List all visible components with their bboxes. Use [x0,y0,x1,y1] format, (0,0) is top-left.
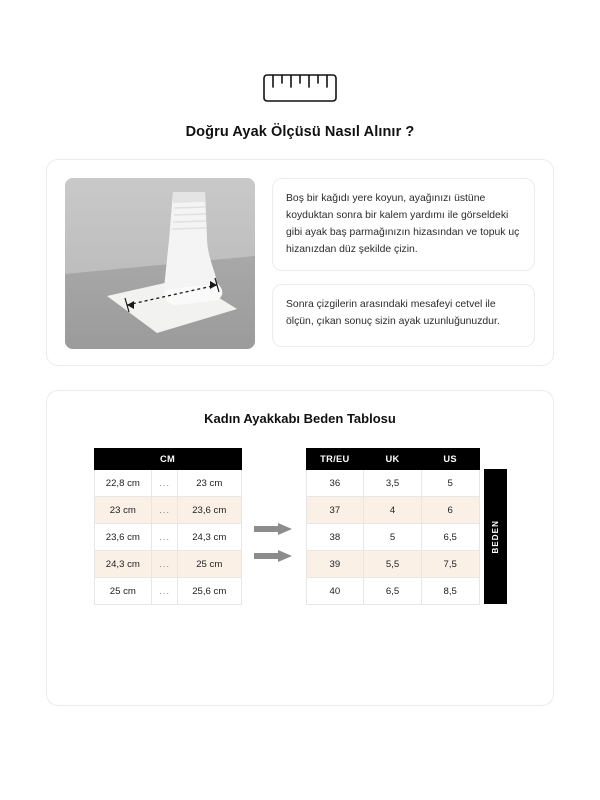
size-cell: 6,5 [364,578,422,605]
cm-from: 23,6 cm [94,524,152,551]
table-row [94,578,241,605]
cm-from: 23 cm [94,497,152,524]
instruction-text-column [272,178,535,347]
table-row [306,524,479,551]
size-cell: 5 [421,470,479,497]
cm-from: 22,8 cm [94,470,152,497]
size-tables [47,448,553,605]
size-cell: 4 [364,497,422,524]
size-cell: 6 [421,497,479,524]
cm-to: 25 cm [178,551,241,578]
cm-sep: ... [152,524,178,551]
size-cell: 5 [364,524,422,551]
size-cell: 40 [306,578,364,605]
cm-from: 25 cm [94,578,152,605]
instruction-note-1: Boş bir kağıdı yere koyun, ayağınızı üstüne koyduktan sonra bir kalem yardımı ile görseldeki gibi ayak baş parmağınızın hizasından ve topuk uç hizanızdan düz şekilde çizin. [272,178,535,271]
conversion-arrows [242,448,306,605]
table-row [94,524,241,551]
size-cell: 3,5 [364,470,422,497]
cm-to: 24,3 cm [178,524,241,551]
ruler-icon-container [0,0,600,102]
beden-label-text: BEDEN [490,519,500,554]
size-cell: 38 [306,524,364,551]
table-row [306,497,479,524]
arrow-right-icon [254,522,292,534]
table-row [94,551,241,578]
foot-measurement-photo [65,178,255,349]
cm-table [94,448,242,605]
arrow-right-icon [254,549,292,561]
table-row [306,470,479,497]
instruction-card [46,159,554,366]
size-header-us: US [421,449,479,470]
ruler-icon [263,74,337,102]
cm-sep: ... [152,551,178,578]
size-header-uk: UK [364,449,422,470]
size-cell: 6,5 [421,524,479,551]
cm-to: 25,6 cm [178,578,241,605]
page-title: Doğru Ayak Ölçüsü Nasıl Alınır ? [185,124,415,140]
cm-sep: ... [152,470,178,497]
size-chart-card [46,390,554,706]
cm-sep: ... [152,578,178,605]
size-chart-title: Kadın Ayakkabı Beden Tablosu [204,411,396,426]
cm-table-header: CM [94,449,241,470]
beden-vertical-label [484,469,507,604]
size-cell: 5,5 [364,551,422,578]
table-row [94,470,241,497]
size-cell: 8,5 [421,578,479,605]
cm-to: 23 cm [178,470,241,497]
table-row [306,578,479,605]
table-row [306,551,479,578]
cm-sep: ... [152,497,178,524]
instruction-note-2: Sonra çizgilerin arasındaki mesafeyi cetvel ile ölçün, çıkan sonuç sizin ayak uzunluğunuzdur. [272,284,535,347]
cm-to: 23,6 cm [178,497,241,524]
table-row [94,497,241,524]
size-cell: 36 [306,470,364,497]
size-table [306,448,480,605]
cm-from: 24,3 cm [94,551,152,578]
size-cell: 7,5 [421,551,479,578]
size-cell: 39 [306,551,364,578]
size-header-tr-eu: TR/EU [306,449,364,470]
size-cell: 37 [306,497,364,524]
